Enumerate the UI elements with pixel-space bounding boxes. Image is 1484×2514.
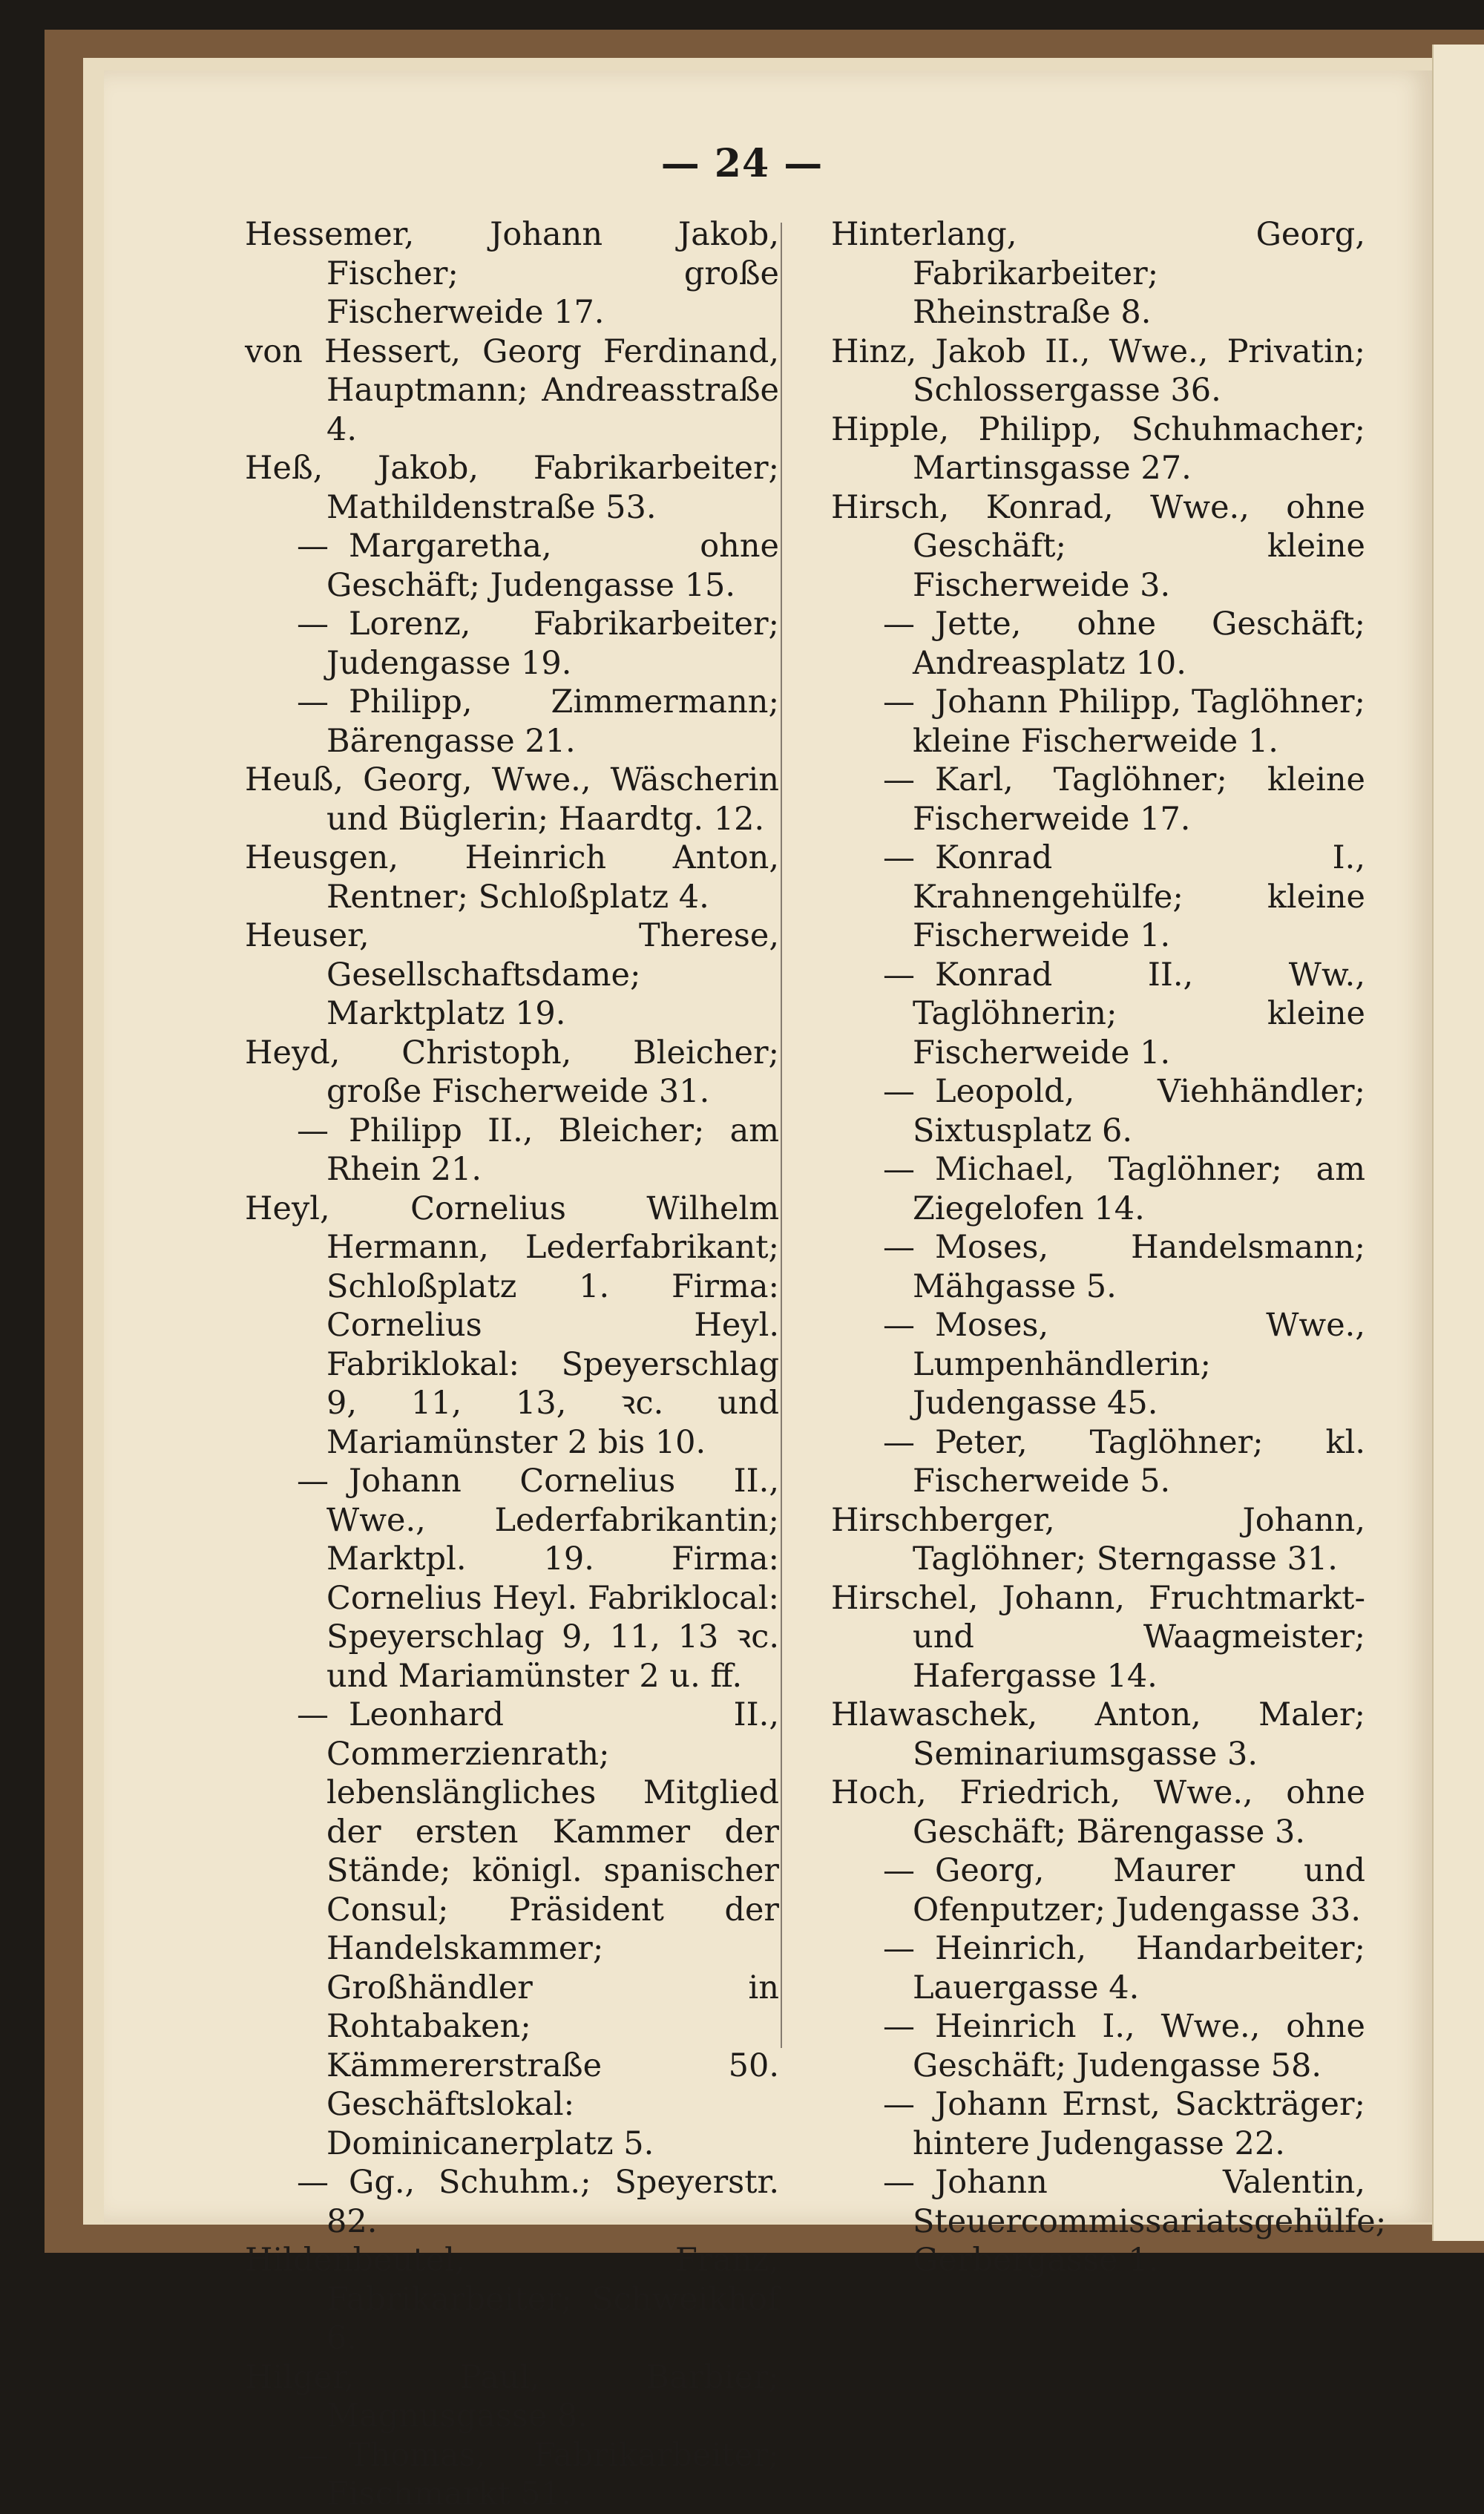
- entry-text: Leonhard II., Commerzienrath; lebenslängliches Mitglied der ersten Kammer der Stände; königl. spanischer Consul; Präsident der Handelskammer; Großhändler in Rohtabaken; Kämmererstraße 50. Geschäftslokal: Dominicanerplatz 5.: [326, 1696, 779, 2162]
- entry-text: Peter, Taglöhner; kl. Fischerweide 5.: [913, 1423, 1365, 1500]
- entry-text: Johann Valentin, Steuercommissariatsgehülfe; Gerbergasse 1.: [913, 2164, 1387, 2279]
- directory-entry: [831, 1501, 1365, 1579]
- directory-entry: [245, 1189, 779, 1463]
- repeat-dash: —: [297, 2164, 329, 2201]
- entry-text: Hinz, Jakob II., Wwe., Privatin; Schlossergasse 36.: [831, 332, 1365, 409]
- directory-entry: [245, 761, 779, 838]
- directory-entry: [831, 1306, 1365, 1423]
- entry-text: Thomas, Fabrikarbeiter; Fischmarkt 51.: [326, 2436, 779, 2513]
- entry-text: Konrad II., Ww., Taglöhnerin; kleine Fischerweide 1.: [913, 956, 1365, 1071]
- entry-text: Hinterlang, Georg, Fabrikarbeiter; Rheinstraße 8.: [831, 216, 1365, 331]
- entry-text: Hilger, Paul, Barbier; Magnusgasse 8.: [245, 2358, 779, 2435]
- directory-entry: [245, 1112, 779, 1189]
- directory-entry: [831, 838, 1365, 956]
- entry-text: Heß, Jakob, Fabrikarbeiter; Mathildenstraße 53.: [245, 450, 779, 526]
- entry-text: Hirsch, Konrad, Wwe., ohne Geschäft; kleine Fischerweide 3.: [831, 488, 1365, 604]
- repeat-dash: —: [883, 761, 915, 798]
- directory-entry: [831, 2007, 1365, 2085]
- entry-text: Heinrich, Handarbeiter; Lauergasse 4.: [913, 1930, 1365, 2006]
- directory-entry: [831, 1579, 1365, 1696]
- directory-entry: [831, 1929, 1365, 2007]
- directory-entry: [831, 488, 1365, 605]
- entry-text: Hirschberger, Johann, Taglöhner; Sterngasse 31.: [831, 1501, 1365, 1578]
- directory-entry: [831, 1228, 1365, 1306]
- entry-text: Hessemer, Johann Jakob, Fischer; große Fischerweide 17.: [245, 216, 779, 331]
- directory-entry: [831, 332, 1365, 410]
- entry-text: Johann Philipp, Taglöhner; kleine Fischerweide 1.: [913, 683, 1365, 760]
- directory-entry: [831, 1696, 1365, 1773]
- directory-entry: [245, 2241, 779, 2358]
- repeat-dash: —: [883, 1073, 915, 1110]
- directory-entry: [831, 683, 1365, 761]
- directory-entry: [245, 1462, 779, 1696]
- directory-entry: [831, 605, 1365, 683]
- repeat-dash: —: [297, 1112, 329, 1149]
- directory-entry: [245, 215, 779, 332]
- directory-entry: [245, 1696, 779, 2163]
- repeat-dash: —: [883, 683, 915, 721]
- repeat-dash: —: [883, 839, 915, 876]
- entry-text: Philipp II., Bleicher; am Rhein 21.: [326, 1112, 779, 1188]
- directory-entry: [831, 410, 1365, 488]
- directory-entry: [245, 605, 779, 683]
- entry-text: Hildenbeutel, Franz, Fabrikarbeiter; Schweikhof 6.: [245, 2242, 779, 2357]
- directory-entry: [831, 2163, 1387, 2280]
- repeat-dash: —: [297, 2436, 329, 2474]
- directory-entry: [245, 527, 779, 605]
- directory-entry: [245, 683, 779, 761]
- repeat-dash: —: [297, 683, 329, 721]
- directory-entry: [831, 2085, 1365, 2163]
- repeat-dash: —: [883, 1229, 915, 1266]
- repeat-dash: —: [883, 1307, 915, 1344]
- entry-text: Moses, Wwe., Lumpenhändlerin; Judengasse 45.: [913, 1307, 1365, 1422]
- directory-entry: [245, 2163, 779, 2241]
- repeat-dash: —: [883, 1151, 915, 1188]
- directory-entry: [831, 956, 1365, 1073]
- entry-text: Hipple, Philipp, Schuhmacher; Martinsgasse 27.: [831, 410, 1365, 487]
- entry-text: Hirschel, Johann, Fruchtmarkt- und Waagmeister; Hafergasse 14.: [831, 1579, 1365, 1695]
- repeat-dash: —: [883, 2164, 915, 2201]
- entry-text: Jette, ohne Geschäft; Andreasplatz 10.: [913, 605, 1365, 682]
- entry-text: Konrad I., Krahnengehülfe; kleine Fischerweide 1.: [913, 839, 1365, 954]
- directory-entry: [831, 215, 1365, 332]
- directory-entry: [245, 1034, 779, 1112]
- entry-text: Johann Ernst, Sackträger; hintere Judengasse 22.: [913, 2086, 1365, 2162]
- entry-text: von Hessert, Georg Ferdinand, Hauptmann; Andreasstraße 4.: [245, 332, 779, 448]
- directory-entry: [245, 332, 779, 450]
- entry-text: Georg, Maurer und Ofenputzer; Judengasse 33.: [913, 1852, 1365, 1929]
- repeat-dash: —: [883, 1930, 915, 1967]
- directory-entry: [245, 2358, 779, 2436]
- directory-entry: [831, 1773, 1365, 1851]
- repeat-dash: —: [883, 605, 915, 643]
- directory-entry: [245, 2436, 779, 2514]
- entry-text: Karl, Taglöhner; kleine Fischerweide 17.: [913, 761, 1365, 838]
- repeat-dash: —: [297, 1696, 329, 1733]
- repeat-dash: —: [297, 1463, 329, 1500]
- entry-text: Hoch, Friedrich, Wwe., ohne Geschäft; Bärengasse 3.: [831, 1774, 1365, 1851]
- entry-text: Hlawaschek, Anton, Maler; Seminariumsgasse 3.: [831, 1696, 1365, 1773]
- entry-text: Heuß, Georg, Wwe., Wäscherin und Büglerin; Haardtg. 12.: [245, 761, 779, 838]
- entry-text: Margaretha, ohne Geschäft; Judengasse 15.: [326, 528, 779, 604]
- repeat-dash: —: [883, 2086, 915, 2123]
- repeat-dash: —: [883, 956, 915, 994]
- entry-text: Gg., Schuhm.; Speyerstr. 82.: [326, 2164, 779, 2240]
- repeat-dash: —: [297, 605, 329, 643]
- directory-entry: [831, 1423, 1365, 1501]
- left-column: [245, 215, 779, 2514]
- directory-entry: [831, 1851, 1365, 1929]
- right-column: [831, 215, 1387, 2280]
- page-number: — 24 —: [660, 141, 824, 186]
- directory-entry: [831, 761, 1365, 838]
- entry-text: Moses, Handelsmann; Mähgasse 5.: [913, 1229, 1365, 1305]
- entry-text: Lorenz, Fabrikarbeiter; Judengasse 19.: [326, 605, 779, 682]
- repeat-dash: —: [883, 1423, 915, 1461]
- entry-text: Heinrich I., Wwe., ohne Geschäft; Judengasse 58.: [913, 2008, 1365, 2084]
- entry-text: Heyl, Cornelius Wilhelm Hermann, Lederfabrikant; Schloßplatz 1. Firma: Cornelius Heyl. Fabriklokal: Speyerschlag 9, 11, 13, ꝛc. und Mariamünster 2 bis 10.: [245, 1189, 779, 1461]
- directory-entry: [245, 449, 779, 527]
- directory-entry: [245, 838, 779, 916]
- repeat-dash: —: [297, 528, 329, 565]
- entry-text: Heusgen, Heinrich Anton, Rentner; Schloßplatz 4.: [245, 839, 779, 916]
- entry-text: Johann Cornelius II., Wwe., Lederfabrikantin; Marktpl. 19. Firma: Cornelius Heyl. Fabriklocal: Speyerschlag 9, 11, 13 ꝛc. und Mariamünster 2 u. ff.: [326, 1463, 779, 1695]
- directory-entry: [831, 1072, 1365, 1150]
- repeat-dash: —: [883, 2008, 915, 2045]
- entry-text: Michael, Taglöhner; am Ziegelofen 14.: [913, 1151, 1365, 1227]
- entry-text: Leopold, Viehhändler; Sixtusplatz 6.: [913, 1073, 1365, 1149]
- column-divider: [781, 223, 782, 2048]
- entry-text: Heuser, Therese, Gesellschaftsdame; Marktplatz 19.: [245, 917, 779, 1032]
- entry-text: Philipp, Zimmermann; Bärengasse 21.: [326, 683, 779, 760]
- directory-entry: [245, 916, 779, 1034]
- entry-text: Heyd, Christoph, Bleicher; große Fischerweide 31.: [245, 1034, 779, 1110]
- facing-page-edge: [1432, 45, 1484, 2241]
- directory-entry: [831, 1150, 1365, 1228]
- repeat-dash: —: [883, 1852, 915, 1889]
